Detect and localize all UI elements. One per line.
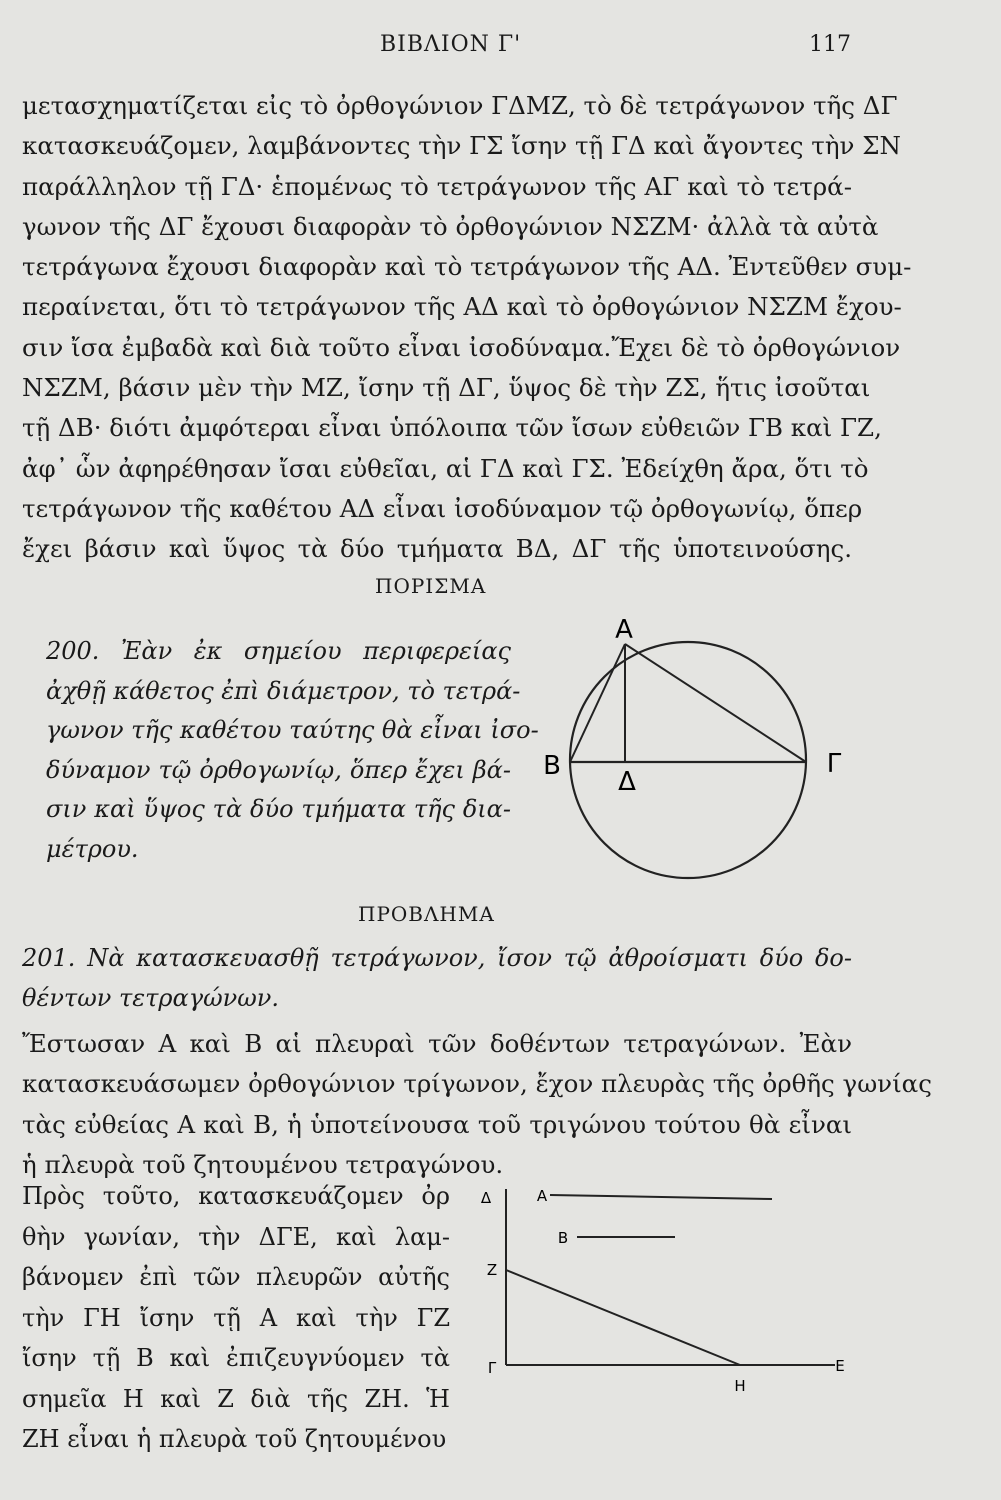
text-line: τὴν ΓΗ ἴσην τῇ Α καὶ τὴν ΓΖ — [22, 1303, 450, 1332]
text-line: ἔχει βάσιν καὶ ὕψος τὰ δύο τμήματα ΒΔ, ΔΓ τῆς ὑποτεινούσης. — [22, 534, 852, 564]
label-B: Β — [543, 751, 561, 781]
running-title: ΒΙΒΛΙΟΝ Γ' — [380, 32, 522, 57]
label-G: Γ — [487, 1359, 497, 1377]
chord-AG — [625, 644, 806, 762]
corollary-200 — [46, 632, 539, 869]
chord-AB — [570, 644, 625, 762]
text-line: Ἔστωσαν Α καὶ Β αἱ πλευραὶ τῶν δοθέντων τετραγώνων. Ἐὰν — [22, 1029, 852, 1058]
text-line: ἀχθῇ κάθετος ἐπὶ διάμετρον, τὸ τετρά- — [46, 676, 521, 705]
paragraph-construction — [22, 1176, 450, 1460]
label-G: Γ — [826, 749, 842, 779]
text-line: δύναμον τῷ ὀρθογωνίῳ, ὅπερ ἔχει βά- — [46, 755, 511, 784]
text-line: ΝΣΖΜ, βάσιν μὲν τὴν ΜΖ, ἴσην τῇ ΔΓ, ὕψος δὲ τὴν ΖΣ, ἥτις ἰσοῦται — [22, 373, 871, 403]
right-angle-construction-diagram — [470, 1175, 850, 1415]
segment-A — [550, 1195, 772, 1199]
label-B: Β — [557, 1229, 569, 1247]
text-line: 201. Νὰ κατασκευασθῇ τετράγωνον, ἴσον τῷ ἀθροίσματι δύο δο- — [22, 944, 852, 972]
text-line: 200. Ἐὰν ἐκ σημείου περιφερείας — [46, 637, 511, 665]
paragraph-proof-continuation — [22, 86, 912, 570]
text-line: μέτρου. — [46, 834, 139, 863]
text-line: γωνον τῆς καθέτου ταύτης θὰ εἶναι ἰσο- — [46, 716, 539, 744]
label-H: Η — [734, 1377, 746, 1395]
label-E: Ε — [835, 1357, 845, 1375]
circle — [570, 642, 806, 878]
text-line: παράλληλον τῇ ΓΔ· ἑπομένως τὸ τετράγωνον τῆς ΑΓ καὶ τὸ τετρά- — [22, 171, 852, 201]
label-D: Δ — [618, 767, 636, 797]
label-A: Α — [615, 615, 633, 645]
label-D: Δ — [480, 1189, 492, 1207]
text-line: κατασκευάζομεν, λαμβάνοντες τὴν ΓΣ ἴσην τῇ ΓΔ καὶ ἄγοντες τὴν ΣΝ — [22, 131, 901, 161]
text-line: ἡ πλευρὰ τοῦ ζητουμένου τετραγώνου. — [22, 1149, 504, 1179]
text-line: ἀφ᾽ ὧν ἀφηρέθησαν ἴσαι εὐθεῖαι, αἱ ΓΔ καὶ ΓΣ. Ἐδείχθη ἄρα, ὅτι τὸ — [22, 453, 869, 483]
text-line: κατασκευάσωμεν ὀρθογώνιον τρίγωνον, ἔχον πλευρὰς τῆς ὀρθῆς γωνίας — [22, 1069, 932, 1099]
text-line: ΖΗ εἶναι ἡ πλευρὰ τοῦ ζητουμένου — [22, 1425, 447, 1453]
page-header — [0, 26, 1001, 66]
text-line: σιν ἴσα ἐμβαδὰ καὶ διὰ τοῦτο εἶναι ἰσοδύναμα.Ἔχει δὲ τὸ ὀρθογώνιον — [22, 332, 901, 362]
text-line: Πρὸς τοῦτο, κατασκευάζομεν ὀρ — [22, 1182, 450, 1210]
page-number: 117 — [809, 32, 851, 57]
hypotenuse-ZH — [506, 1270, 740, 1365]
problem-201 — [22, 938, 852, 1018]
circle-diagram — [530, 600, 860, 910]
text-line: σιν καὶ ὕψος τὰ δύο τμήματα τῆς δια- — [46, 795, 511, 823]
heading-problima: ΠΡΟΒΛΗΜΑ — [358, 902, 495, 926]
text-line: γωνον τῆς ΔΓ ἔχουσι διαφορὰν τὸ ὀρθογώνιον ΝΣΖΜ· ἀλλὰ τὰ αὐτὰ — [22, 211, 879, 241]
text-line: θέντων τετραγώνων. — [22, 984, 280, 1012]
text-line: τὰς εὐθείας Α καὶ Β, ἡ ὑποτείνουσα τοῦ τριγώνου τούτου θὰ εἶναι — [22, 1109, 852, 1139]
text-line: σημεῖα Η καὶ Ζ διὰ τῆς ΖΗ. Ἡ — [22, 1384, 450, 1413]
text-line: θὴν γωνίαν, τὴν ΔΓΕ, καὶ λαμ- — [22, 1222, 450, 1251]
text-line: τετράγωνα ἔχουσι διαφορὰν καὶ τὸ τετράγωνον τῆς ΑΔ. Ἐντεῦθεν συμ- — [22, 252, 912, 282]
heading-porisma: ΠΟΡΙΣΜΑ — [375, 574, 487, 598]
paragraph-given — [22, 1024, 932, 1185]
label-Z: Ζ — [486, 1261, 498, 1279]
text-line: τετράγωνον τῆς καθέτου ΑΔ εἶναι ἰσοδύναμον τῷ ὀρθογωνίῳ, ὅπερ — [22, 493, 863, 523]
text-line: βάνομεν ἐπὶ τῶν πλευρῶν αὐτῆς — [22, 1263, 450, 1291]
text-line: περαίνεται, ὅτι τὸ τετράγωνον τῆς ΑΔ καὶ τὸ ὀρθογώνιον ΝΣΖΜ ἔχου- — [22, 292, 902, 322]
label-A: Α — [536, 1187, 548, 1205]
text-line: μετασχηματίζεται εἰς τὸ ὀρθογώνιον ΓΔΜΖ, τὸ δὲ τετράγωνον τῆς ΔΓ — [22, 91, 898, 120]
text-line: τῇ ΔΒ· διότι ἀμφότεραι εἶναι ὑπόλοιπα τῶν ἴσων εὐθειῶν ΓΒ καὶ ΓΖ, — [22, 413, 882, 443]
text-line: ἴσην τῇ Β καὶ ἐπιζευγνύομεν τὰ — [22, 1344, 450, 1372]
